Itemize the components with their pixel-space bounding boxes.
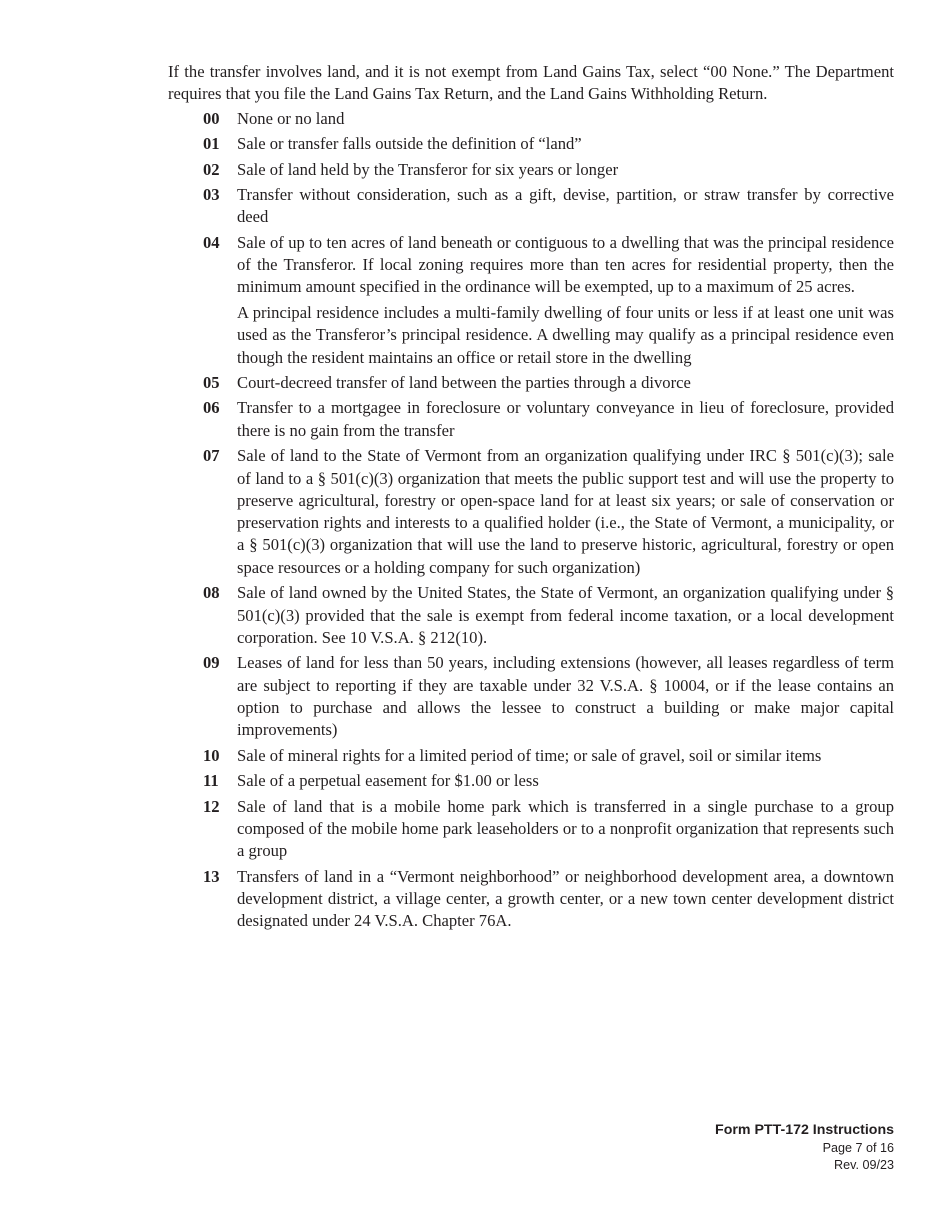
exemption-description bbox=[237, 184, 894, 229]
exemption-code: 01 bbox=[203, 134, 220, 154]
exemption-code: 13 bbox=[203, 866, 220, 886]
list-item bbox=[168, 232, 894, 369]
exemption-code: 06 bbox=[203, 398, 220, 418]
form-title: Form PTT-172 Instructions bbox=[715, 1122, 894, 1138]
exemption-text: Sale of up to ten acres of land beneath or contiguous to a dwelling that was the principal residence of the Transferor. If local zoning requires more than ten acres for residential property, then the minimum amount specified in the ordinance will be exempted, up to a maximum of 25 acres. bbox=[237, 232, 894, 297]
exemption-code: 05 bbox=[203, 372, 220, 392]
list-item bbox=[168, 445, 894, 579]
exemption-code: 04 bbox=[203, 232, 220, 252]
exemption-description bbox=[237, 770, 894, 792]
exemption-description bbox=[237, 133, 894, 155]
list-item bbox=[168, 397, 894, 442]
list-item bbox=[168, 133, 894, 155]
exemption-code: 09 bbox=[203, 653, 220, 673]
exemption-description bbox=[237, 745, 894, 767]
exemption-text: Sale of land owned by the United States, the State of Vermont, an organization qualifying under § 501(c)(3) provided that the sale is exempt from federal income taxation, or a local development corporation. See 10 V.S.A. § 212(10). bbox=[237, 583, 894, 647]
page-number: Page 7 of 16 bbox=[822, 1141, 894, 1155]
exemption-description bbox=[237, 372, 894, 394]
exemption-description bbox=[237, 232, 894, 369]
exemption-code: 10 bbox=[203, 745, 220, 765]
list-item bbox=[168, 652, 894, 741]
exemption-code: 08 bbox=[203, 583, 220, 603]
list-item bbox=[168, 582, 894, 649]
exemption-text: Sale of land to the State of Vermont from an organization qualifying under IRC § 501(c)(3); sale of land to a § 501(c)(3) organization that meets the public support test and will use the property to preserve agricultural, forestry or open-space land for at least six years; or sale of conservation or preservation rights and interests to a qualified holder (i.e., the State of Vermont, a municipality, or a § 501(c)(3) organization that will use the land to preserve historic, agricultural, forestry or open space resources or a holding company for such organization) bbox=[237, 446, 894, 577]
exemption-description bbox=[237, 159, 894, 181]
exemption-code: 11 bbox=[203, 771, 219, 791]
exemption-text: Leases of land for less than 50 years, including extensions (however, all leases regardless of term are subject to reporting if they are taxable under 32 V.S.A. § 10004, or if the lease contains an option to purchase and allows the lessee to construct a building or make major capital improvements) bbox=[237, 653, 894, 740]
list-item bbox=[168, 796, 894, 863]
exemption-text: Court-decreed transfer of land between the parties through a divorce bbox=[237, 372, 691, 392]
exemption-text: Transfer without consideration, such as a gift, devise, partition, or straw transfer by corrective deed bbox=[237, 185, 894, 227]
list-item bbox=[168, 745, 894, 767]
list-item bbox=[168, 770, 894, 792]
instructions-body bbox=[168, 61, 894, 936]
exemption-text: Sale of land held by the Transferor for six years or longer bbox=[237, 159, 619, 179]
exemption-text: None or no land bbox=[237, 108, 345, 128]
revision-date: Rev. 09/23 bbox=[834, 1158, 894, 1172]
principal-residence-note: A principal residence includes a multi-family dwelling of four units or less if at least one unit was used as the Transferor’s principal residence. A dwelling may qualify as a principal residence even though the resident maintains an office or retail store in the dwelling bbox=[237, 302, 894, 367]
exemption-code: 02 bbox=[203, 159, 220, 179]
exemption-text: Sale of a perpetual easement for $1.00 or less bbox=[237, 771, 539, 791]
exemption-description bbox=[237, 582, 894, 649]
exemption-code: 07 bbox=[203, 446, 220, 466]
exemption-description bbox=[237, 108, 894, 130]
exemption-description bbox=[237, 796, 894, 863]
exemption-code-list bbox=[168, 108, 894, 933]
list-item bbox=[168, 184, 894, 229]
list-item bbox=[168, 372, 894, 394]
exemption-code: 00 bbox=[203, 108, 220, 128]
exemption-text: Transfer to a mortgagee in foreclosure or voluntary conveyance in lieu of foreclosure, provided there is no gain from the transfer bbox=[237, 398, 894, 440]
exemption-text: Sale or transfer falls outside the definition of “land” bbox=[237, 134, 582, 154]
exemption-description bbox=[237, 445, 894, 579]
exemption-code: 12 bbox=[203, 796, 220, 816]
list-item bbox=[168, 108, 894, 130]
exemption-text: Transfers of land in a “Vermont neighborhood” or neighborhood development area, a downtown development district, a village center, a growth center, or a new town center development district designated under 24 V.S.A. Chapter 76A. bbox=[237, 866, 894, 931]
exemption-description bbox=[237, 866, 894, 933]
exemption-description bbox=[237, 397, 894, 442]
intro-paragraph: If the transfer involves land, and it is not exempt from Land Gains Tax, select “00 None.” The Department requires that you file the Land Gains Tax Return, and the Land Gains Withholding Return. bbox=[168, 62, 894, 104]
exemption-code: 03 bbox=[203, 185, 220, 205]
list-item bbox=[168, 866, 894, 933]
page-footer bbox=[715, 1121, 894, 1174]
exemption-text: Sale of mineral rights for a limited period of time; or sale of gravel, soil or similar items bbox=[237, 745, 822, 765]
exemption-text: Sale of land that is a mobile home park which is transferred in a single purchase to a group composed of the mobile home park leaseholders or to a nonprofit organization that represents such a group bbox=[237, 796, 894, 861]
list-item bbox=[168, 159, 894, 181]
exemption-description bbox=[237, 652, 894, 741]
